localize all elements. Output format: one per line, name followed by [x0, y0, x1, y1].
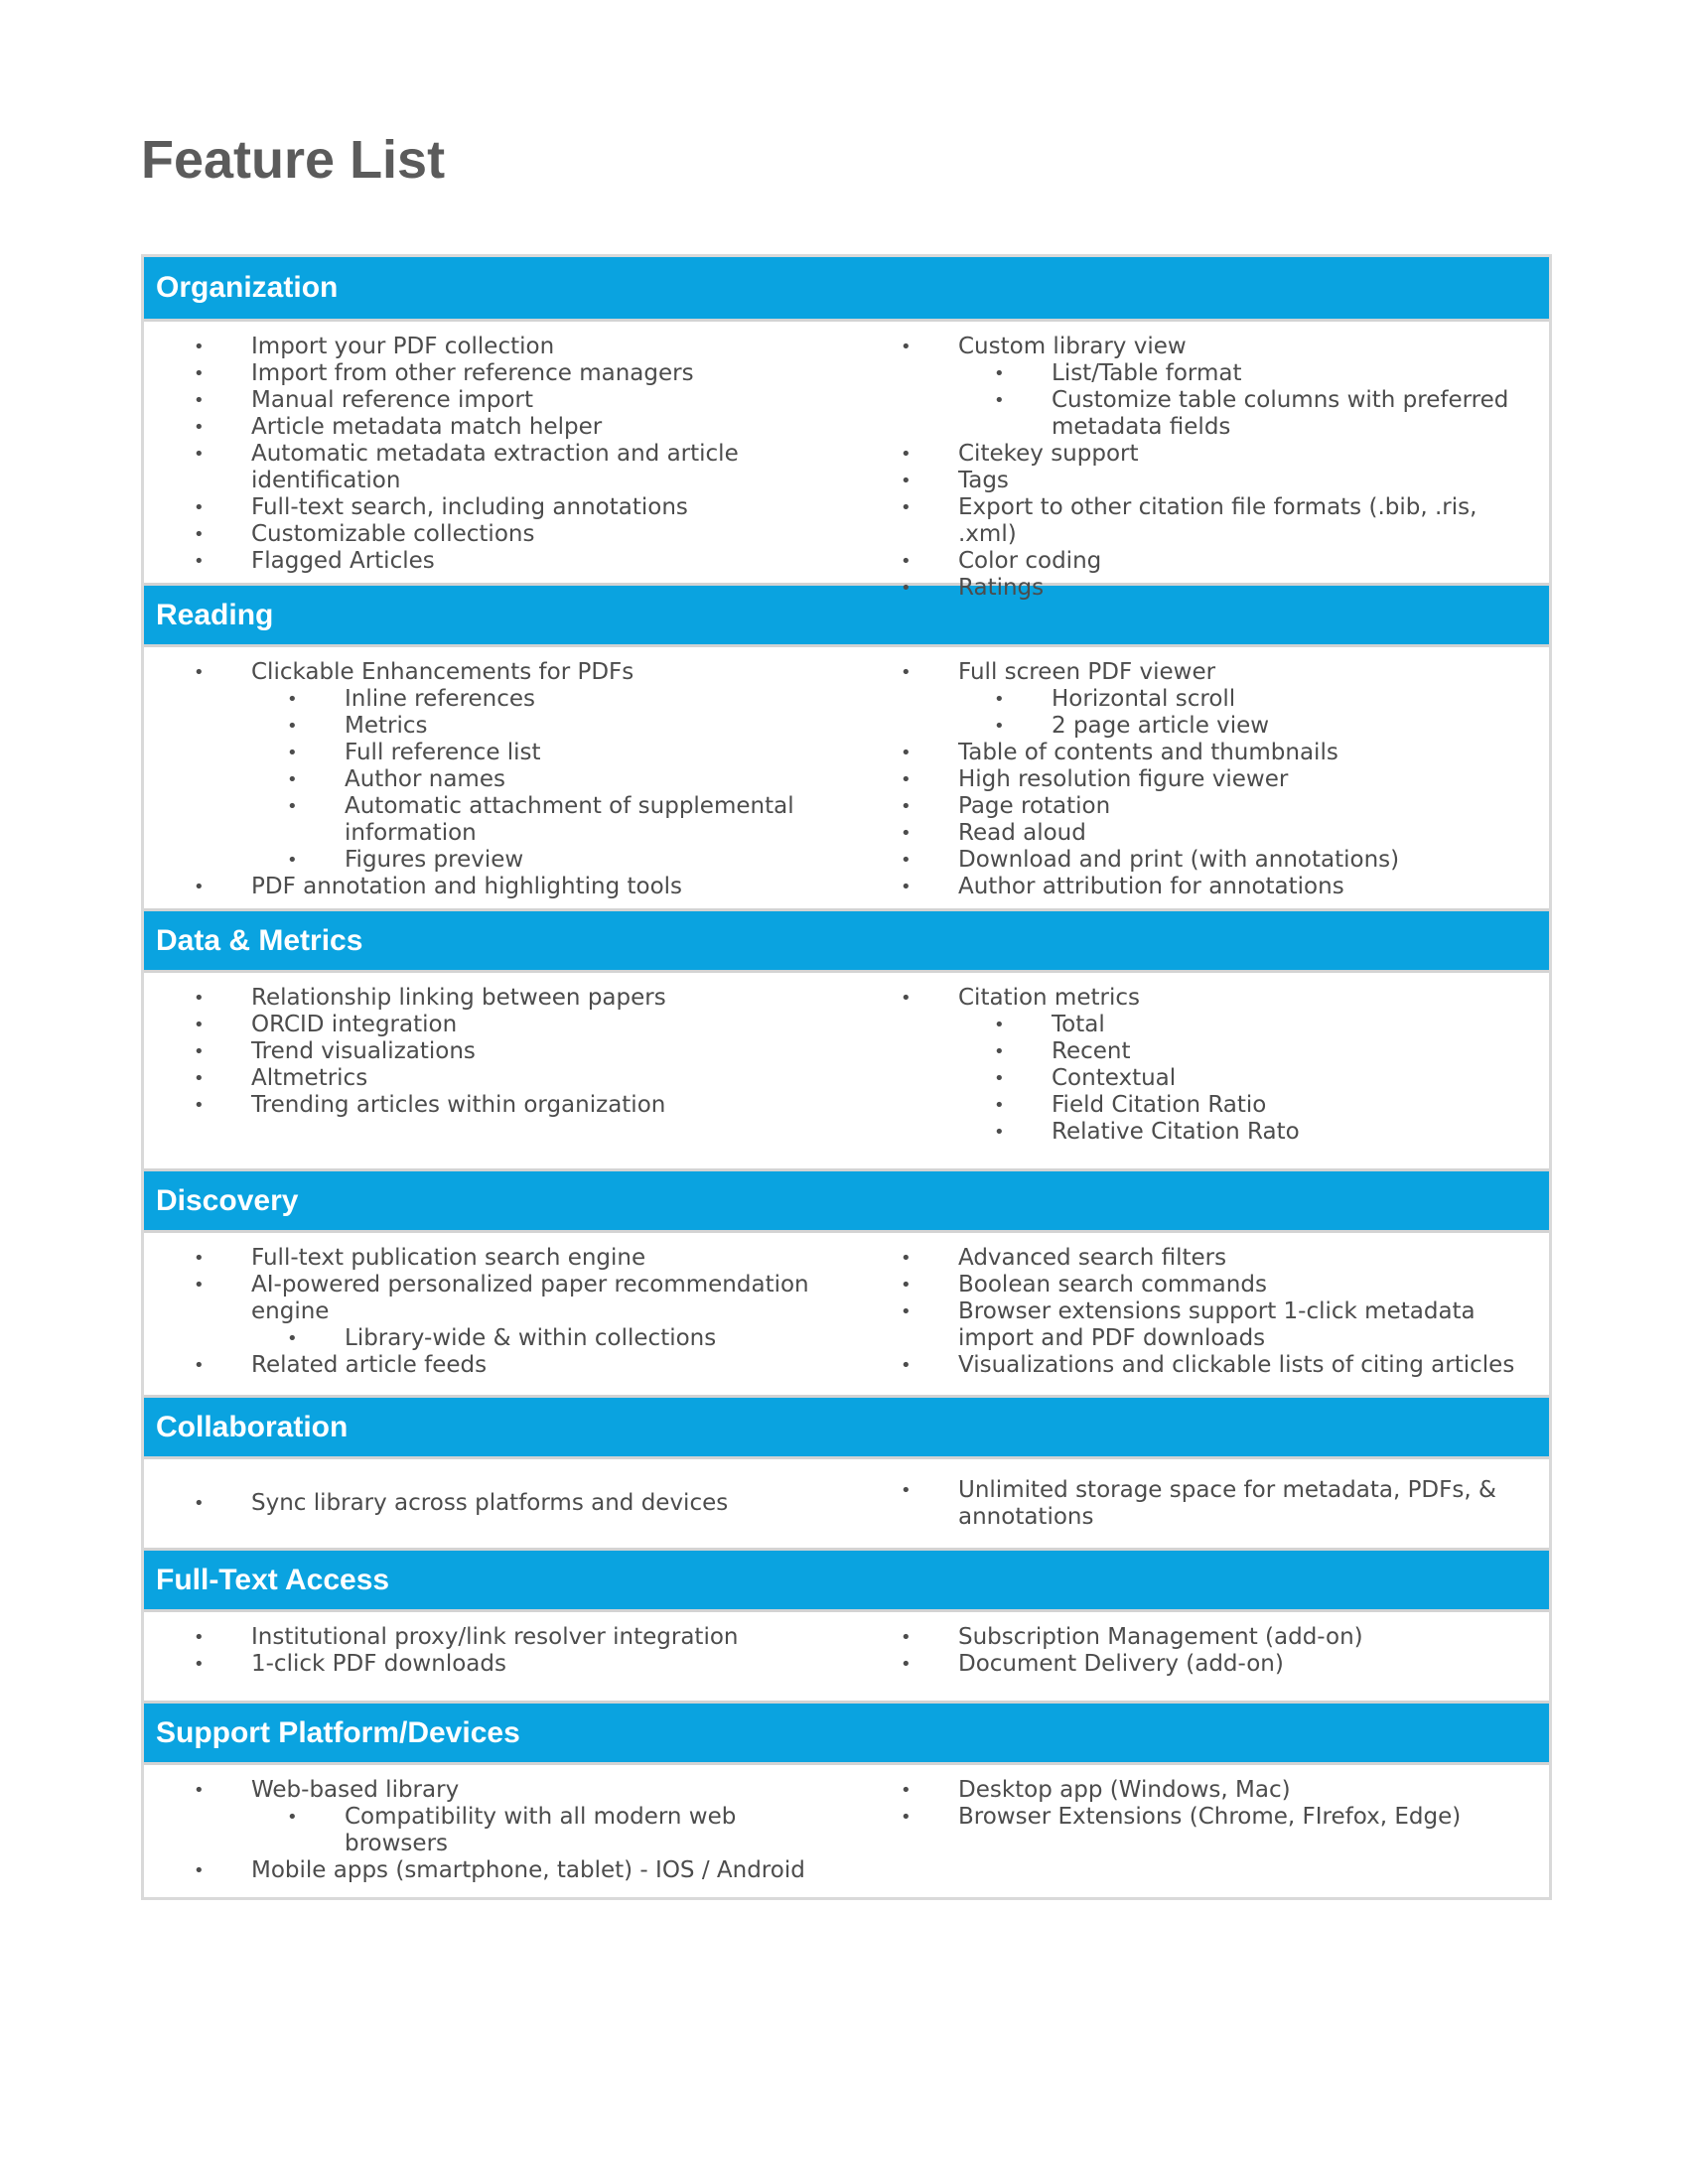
feature-subitem: [194, 1804, 811, 1857]
feature-list: [901, 659, 1519, 900]
feature-item: [194, 548, 811, 575]
feature-subitem: [901, 1065, 1519, 1092]
feature-list: [901, 1477, 1519, 1531]
feature-list: [194, 334, 811, 575]
feature-sublabel: • Contextual: [1052, 1065, 1177, 1091]
feature-list: [901, 1624, 1519, 1678]
feature-label: • Article metadata match helper: [251, 414, 603, 440]
feature-label: • Ratings: [958, 575, 1045, 601]
section-header-discovery: [144, 1168, 1549, 1230]
feature-label: • Author attribution for annotations: [958, 874, 1344, 899]
section-header-organization: [144, 257, 1549, 319]
feature-item: [194, 387, 811, 414]
feature-subitem: [901, 360, 1519, 387]
feature-item: [901, 575, 1519, 602]
right-column: [851, 334, 1549, 601]
section-body-discovery: [144, 1230, 1549, 1395]
feature-subitem: [194, 686, 811, 713]
feature-sublabel: • Compatibility with all modern web browsers: [345, 1804, 737, 1856]
feature-item: [901, 985, 1519, 1012]
feature-item: [194, 360, 811, 387]
feature-item: [194, 1065, 811, 1092]
page-title: Feature List: [141, 130, 446, 190]
feature-label: • Unlimited storage space for metadata, PDFs, & annotations: [958, 1476, 1496, 1530]
feature-label: • Full-text publication search engine: [251, 1245, 646, 1271]
feature-sublabel: • Relative Citation Rato: [1052, 1119, 1300, 1145]
feature-sublabel: • Total: [1052, 1012, 1105, 1037]
feature-label: • Manual reference import: [251, 387, 533, 413]
feature-label: • Import your PDF collection: [251, 334, 555, 359]
feature-label: • Color coding: [958, 548, 1102, 574]
section-body-support-platform-devices: [144, 1762, 1549, 1897]
section-header-collaboration: [144, 1395, 1549, 1456]
section-title: Discovery: [156, 1183, 299, 1217]
section-title: Full-Text Access: [156, 1563, 390, 1596]
feature-sublabel: • Horizontal scroll: [1052, 686, 1236, 712]
feature-label: • Trend visualizations: [251, 1038, 476, 1064]
feature-sublabel: • Library-wide & within collections: [345, 1325, 717, 1351]
feature-label: • Clickable Enhancements for PDFs: [251, 659, 634, 685]
feature-label: • Export to other citation file formats (.bib, .ris, .xml): [958, 494, 1477, 547]
feature-item: [194, 1857, 811, 1884]
feature-label: • Custom library view: [958, 334, 1187, 359]
right-column: [851, 659, 1549, 899]
feature-sublabel: • Full reference list: [345, 740, 541, 765]
section-body-organization: [144, 319, 1549, 601]
right-column: [851, 1777, 1549, 1885]
left-column: [144, 659, 851, 899]
feature-label: • Boolean search commands: [958, 1272, 1267, 1297]
right-column: [851, 985, 1549, 1157]
feature-item: [194, 1092, 811, 1119]
feature-item: [194, 985, 811, 1012]
feature-item: [194, 1352, 811, 1379]
left-column: [144, 1624, 851, 1689]
feature-item: [194, 1012, 811, 1038]
feature-list: [194, 985, 811, 1119]
feature-label: • Full screen PDF viewer: [958, 659, 1216, 685]
section-title: Organization: [156, 271, 339, 304]
feature-sublabel: • Metrics: [345, 713, 428, 739]
feature-item: [901, 1245, 1519, 1272]
section-header-full-text-access: [144, 1548, 1549, 1609]
feature-item: [901, 874, 1519, 900]
feature-label: • Desktop app (Windows, Mac): [958, 1777, 1291, 1803]
right-column: [851, 1245, 1549, 1383]
feature-sublabel: • List/Table format: [1052, 360, 1242, 386]
feature-label: • Mobile apps (smartphone, tablet) - IOS / Android: [251, 1857, 805, 1883]
feature-subitem: [901, 1012, 1519, 1038]
feature-subitem: [194, 713, 811, 740]
feature-item: [194, 334, 811, 360]
feature-subitem: [194, 847, 811, 874]
feature-item: [901, 1298, 1519, 1352]
feature-item: [901, 1804, 1519, 1831]
feature-subitem: [194, 766, 811, 793]
feature-sublabel: • Recent: [1052, 1038, 1131, 1064]
feature-list: [901, 334, 1519, 602]
feature-item: [194, 1624, 811, 1651]
left-column: [144, 1777, 851, 1885]
feature-item: [901, 1777, 1519, 1804]
feature-label: • Download and print (with annotations): [958, 847, 1400, 873]
feature-label: • Browser extensions support 1-click metadata import and PDF downloads: [958, 1298, 1476, 1351]
feature-label: • High resolution figure viewer: [958, 766, 1289, 792]
feature-item: [194, 521, 811, 548]
feature-item: [901, 659, 1519, 686]
section-title: Reading: [156, 598, 274, 631]
feature-subitem: [901, 1119, 1519, 1146]
feature-list: [194, 1624, 811, 1678]
feature-label: • Document Delivery (add-on): [958, 1651, 1284, 1677]
feature-subitem: [194, 793, 811, 847]
feature-item: [194, 1651, 811, 1678]
left-column: [144, 1245, 851, 1383]
feature-label: • Page rotation: [958, 793, 1111, 819]
feature-label: • Subscription Management (add-on): [958, 1624, 1363, 1650]
feature-label: • ORCID integration: [251, 1012, 458, 1037]
feature-subitem: [194, 1325, 811, 1352]
feature-list: [901, 1777, 1519, 1831]
feature-item: [901, 441, 1519, 468]
section-body-collaboration: [144, 1456, 1549, 1548]
feature-label: • Automatic metadata extraction and article identification: [251, 441, 739, 493]
feature-label: • PDF annotation and highlighting tools: [251, 874, 683, 899]
feature-item: [901, 468, 1519, 494]
feature-subitem: [194, 740, 811, 766]
feature-sublabel: • 2 page article view: [1052, 713, 1270, 739]
feature-list: [194, 659, 811, 900]
section-header-support-platform-devices: [144, 1701, 1549, 1762]
feature-item: [194, 1490, 811, 1517]
right-column: [851, 1624, 1549, 1689]
feature-label: • Citation metrics: [958, 985, 1140, 1011]
feature-label: • Flagged Articles: [251, 548, 435, 574]
feature-list: [194, 1490, 811, 1517]
feature-item: [901, 1477, 1519, 1531]
feature-label: • Tags: [958, 468, 1009, 493]
left-column: [144, 334, 851, 574]
feature-item: [901, 1352, 1519, 1379]
right-column: [851, 1477, 1549, 1531]
feature-subitem: [901, 1092, 1519, 1119]
feature-list: [194, 1245, 811, 1379]
feature-label: • Full-text search, including annotations: [251, 494, 688, 520]
feature-item: [901, 548, 1519, 575]
section-title: Support Platform/Devices: [156, 1715, 520, 1749]
feature-label: • 1-click PDF downloads: [251, 1651, 506, 1677]
feature-item: [901, 1272, 1519, 1298]
feature-item: [901, 766, 1519, 793]
feature-sublabel: • Author names: [345, 766, 505, 792]
feature-label: • Sync library across platforms and devices: [251, 1490, 729, 1516]
feature-sublabel: • Figures preview: [345, 847, 524, 873]
section-body-full-text-access: [144, 1609, 1549, 1701]
feature-item: [194, 1272, 811, 1325]
feature-item: [901, 793, 1519, 820]
feature-item: [901, 820, 1519, 847]
section-title: Collaboration: [156, 1410, 349, 1443]
feature-label: • Table of contents and thumbnails: [958, 740, 1338, 765]
feature-label: • Related article feeds: [251, 1352, 488, 1378]
feature-subitem: [901, 387, 1519, 441]
feature-label: • Customizable collections: [251, 521, 535, 547]
feature-item: [901, 1651, 1519, 1678]
feature-sublabel: • Customize table columns with preferred metadata fields: [1052, 387, 1509, 440]
feature-label: • Advanced search filters: [958, 1245, 1227, 1271]
feature-item: [901, 1624, 1519, 1651]
feature-label: • Citekey support: [958, 441, 1139, 467]
feature-sublabel: • Field Citation Ratio: [1052, 1092, 1267, 1118]
feature-item: [194, 414, 811, 441]
feature-list: [194, 1777, 811, 1884]
feature-label: • Trending articles within organization: [251, 1092, 666, 1118]
feature-label: • Browser Extensions (Chrome, FIrefox, Edge): [958, 1804, 1462, 1830]
feature-item: [194, 874, 811, 900]
section-body-reading: [144, 644, 1549, 908]
feature-subitem: [901, 1038, 1519, 1065]
left-column: [144, 1490, 851, 1517]
section-body-data-metrics: [144, 970, 1549, 1168]
feature-item: [194, 441, 811, 494]
feature-item: [901, 494, 1519, 548]
section-header-data-metrics: [144, 908, 1549, 970]
feature-label: • Read aloud: [958, 820, 1086, 846]
feature-item: [901, 740, 1519, 766]
feature-item: [194, 1777, 811, 1804]
feature-sublabel: • Inline references: [345, 686, 535, 712]
feature-label: • AI-powered personalized paper recommendation engine: [251, 1272, 809, 1324]
feature-item: [901, 334, 1519, 360]
feature-label: • Visualizations and clickable lists of citing articles: [958, 1352, 1515, 1378]
left-column: [144, 985, 851, 1157]
feature-label: • Altmetrics: [251, 1065, 368, 1091]
feature-item: [194, 494, 811, 521]
feature-label: • Web-based library: [251, 1777, 460, 1803]
feature-subitem: [901, 713, 1519, 740]
feature-list: [901, 985, 1519, 1146]
feature-item: [194, 659, 811, 686]
feature-item: [194, 1038, 811, 1065]
section-title: Data & Metrics: [156, 923, 363, 957]
feature-table: [141, 254, 1552, 1900]
feature-label: • Relationship linking between papers: [251, 985, 666, 1011]
feature-label: • Institutional proxy/link resolver integration: [251, 1624, 739, 1650]
feature-item: [194, 1245, 811, 1272]
feature-list: [901, 1245, 1519, 1379]
feature-sublabel: • Automatic attachment of supplemental information: [345, 793, 794, 846]
feature-item: [901, 847, 1519, 874]
feature-label: • Import from other reference managers: [251, 360, 694, 386]
feature-subitem: [901, 686, 1519, 713]
